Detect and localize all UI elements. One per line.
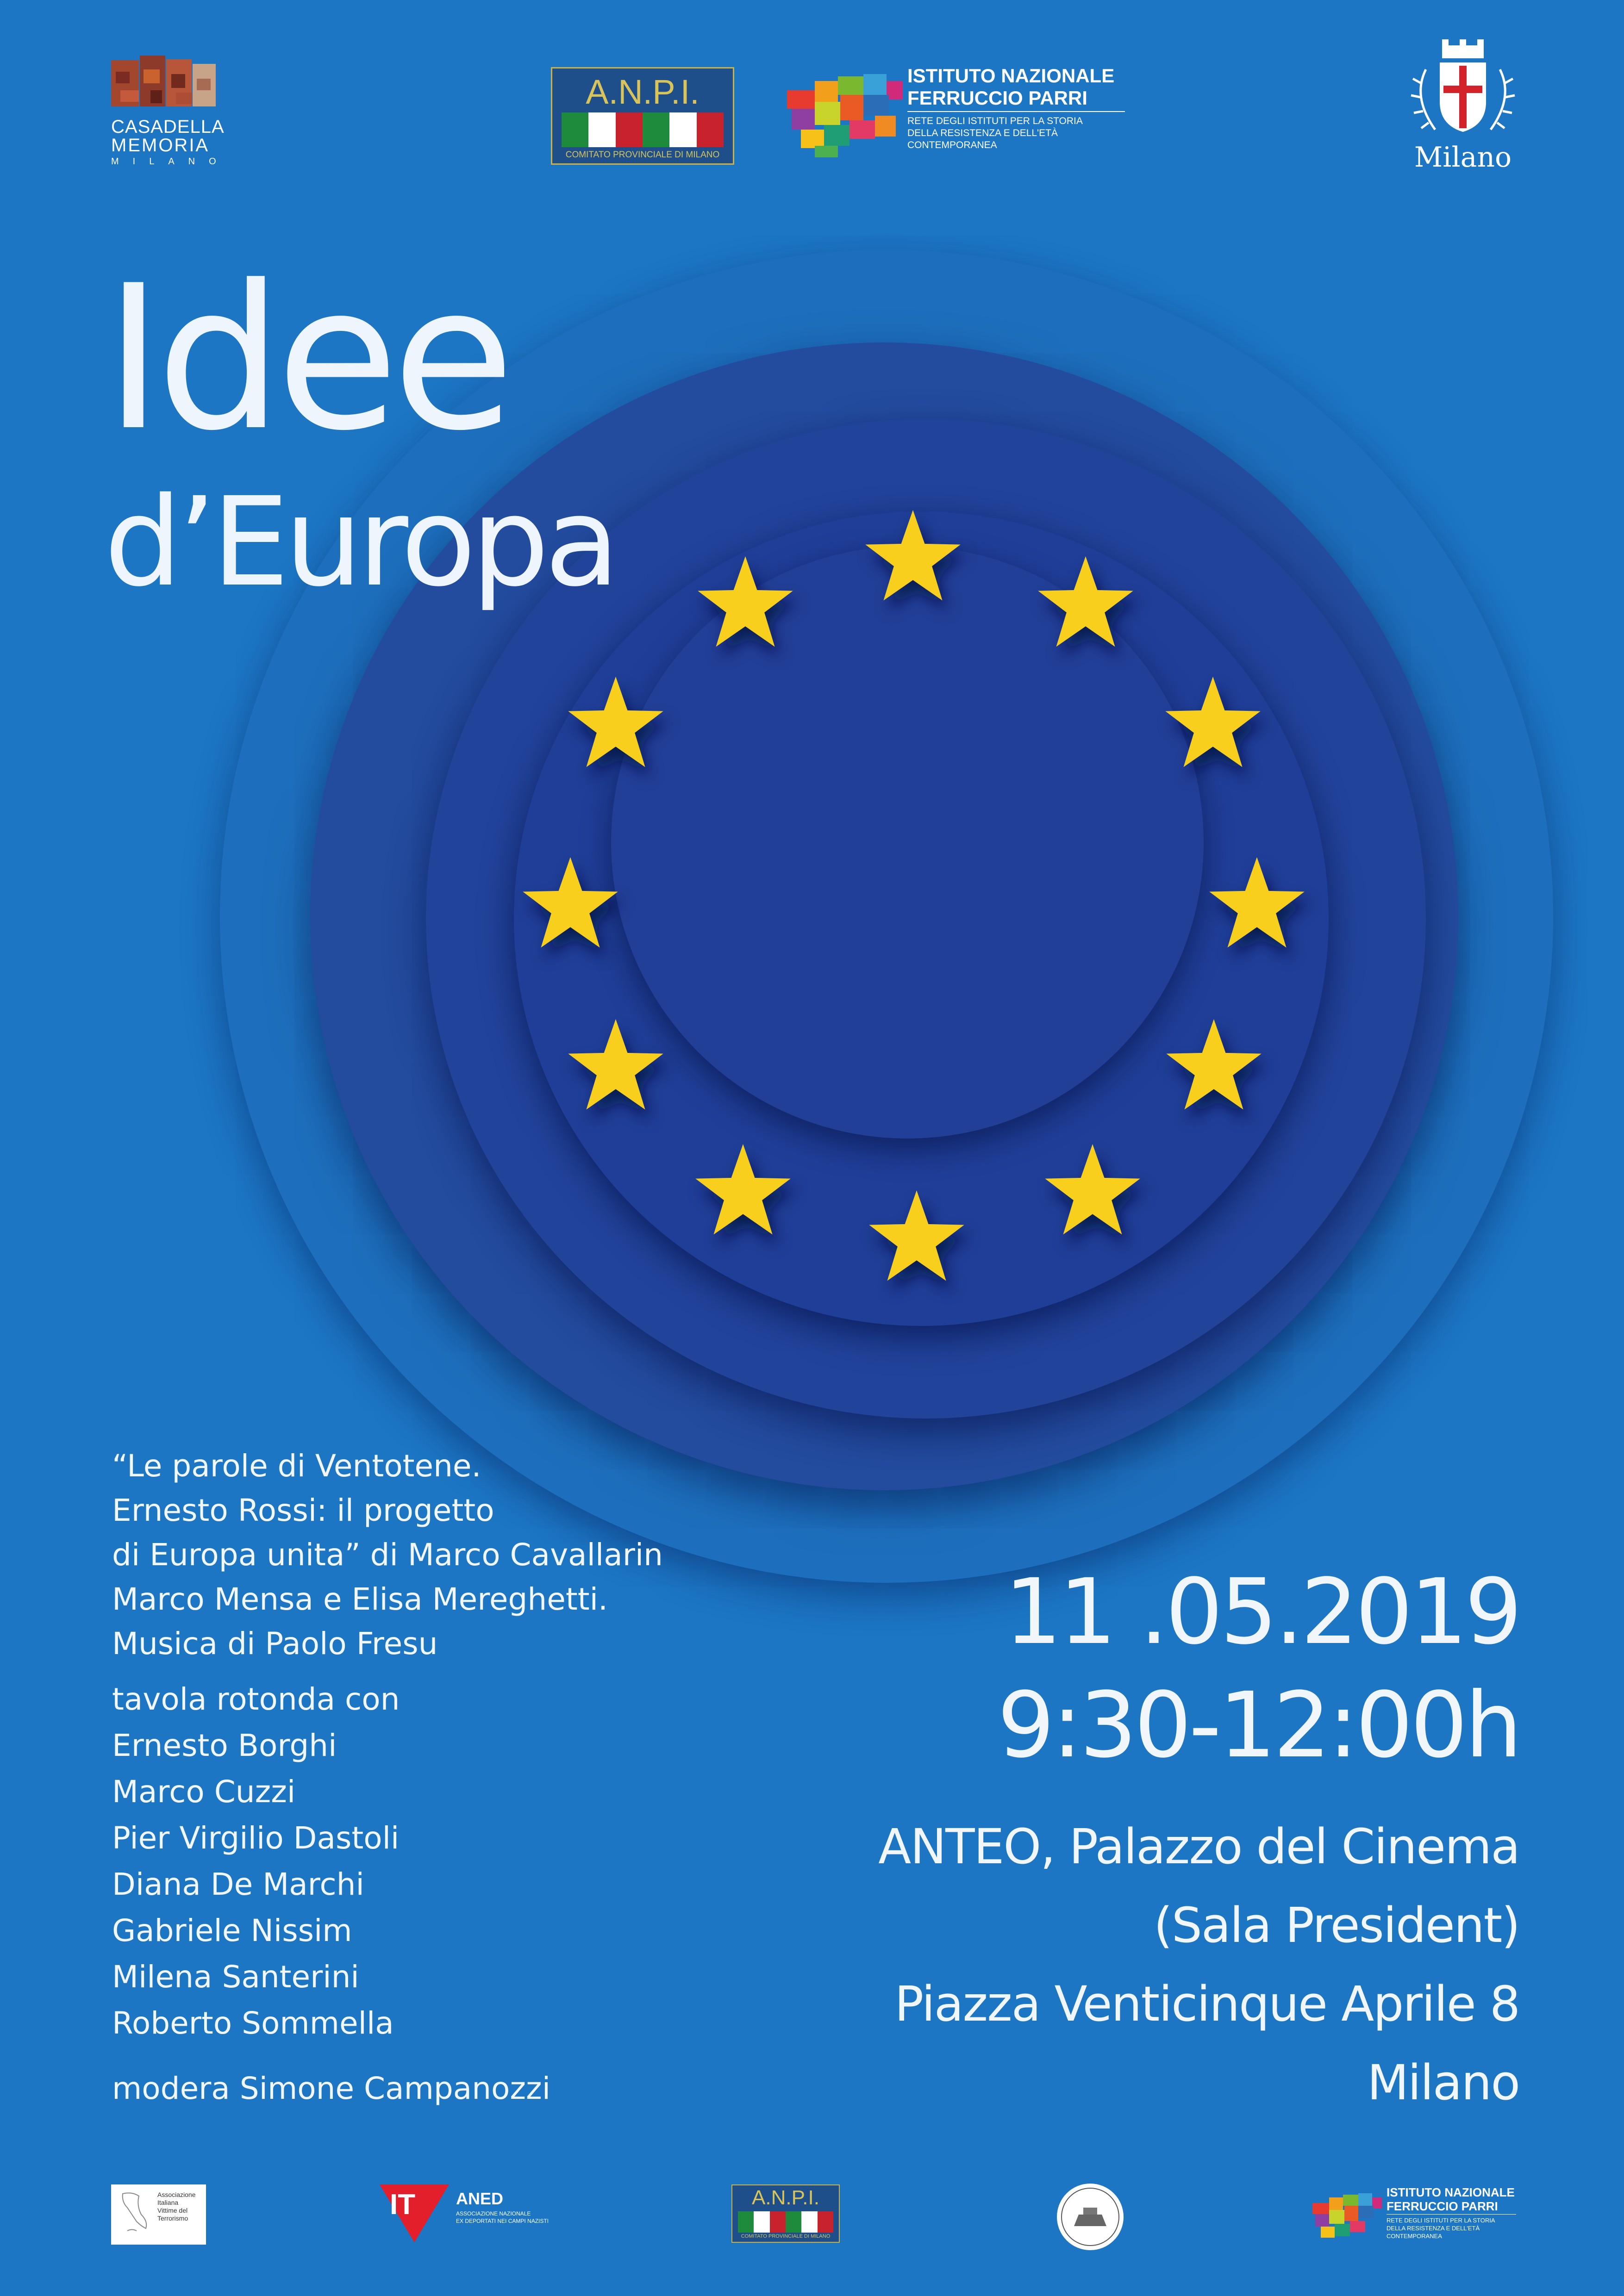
casa-memoria-line2: MEMORIA — [111, 135, 210, 156]
anpi-subtitle: COMITATO PROVINCIALE DI MILANO — [565, 150, 720, 160]
parri-footer-logo — [1312, 2184, 1530, 2249]
speaker: Marco Cuzzi — [112, 1774, 296, 1810]
star-icon — [698, 556, 793, 647]
milano-coat-of-arms-icon — [1407, 37, 1518, 139]
quote-line: Marco Mensa e Elisa Mereghetti. — [112, 1581, 608, 1617]
anpi-footer-flag-bands — [738, 2211, 833, 2233]
star-icon — [568, 677, 663, 767]
star-icon — [865, 510, 960, 600]
star-icon — [1038, 556, 1133, 647]
round-table-block — [112, 1676, 400, 2047]
anpi-logo — [551, 67, 734, 165]
aned-sub1: ASSOCIAZIONE NAZIONALE — [456, 2210, 531, 2217]
event-date: 11 .05.2019 — [1004, 1559, 1519, 1664]
star-icon — [523, 857, 618, 947]
milano-name: Milano — [1414, 141, 1512, 174]
star-icon — [869, 1190, 964, 1281]
anpi-name: A.N.P.I. — [586, 73, 700, 111]
parri-mosaic-icon — [787, 67, 903, 160]
star-icon — [695, 1144, 790, 1234]
star-icon — [1165, 677, 1260, 767]
quote-line: di Europa unita” di Marco Cavallarin — [112, 1537, 663, 1573]
venue-line: (Sala President) — [1154, 1897, 1519, 1954]
quote-block — [112, 1444, 663, 1666]
star-icon — [1209, 857, 1304, 947]
speaker: Roberto Sommella — [112, 2005, 394, 2041]
quote-line: “Le parole di Ventotene. — [112, 1448, 481, 1484]
event-time: 9:30-12:00h — [997, 1673, 1519, 1778]
title-line1: Idee — [104, 243, 508, 474]
anpi-footer-logo — [731, 2184, 840, 2243]
parri-sub1: RETE DEGLI ISTITUTI PER LA STORIA — [907, 116, 1083, 126]
seal-icon — [1056, 2182, 1125, 2252]
speaker: Diana De Marchi — [112, 1867, 364, 1902]
parri-footer-sub1: RETE DEGLI ISTITUTI PER LA STORIA — [1387, 2217, 1495, 2224]
aivter-line: Associazione — [157, 2191, 196, 2198]
aivter-logo — [111, 2184, 206, 2245]
venue-line: Piazza Venticinque Aprile 8 — [894, 1976, 1519, 2032]
speaker: Gabriele Nissim — [112, 1913, 352, 1948]
speaker: Milena Santerini — [112, 1959, 359, 1995]
aned-logo — [380, 2184, 549, 2245]
event-venue — [878, 1807, 1519, 2122]
speaker: Ernesto Borghi — [112, 1728, 337, 1763]
parri-footer-divider — [1387, 2214, 1516, 2215]
aivter-line: Terrorismo — [157, 2215, 188, 2222]
parri-logo — [787, 65, 1139, 167]
star-icon — [568, 1019, 663, 1109]
speaker: Pier Virgilio Dastoli — [112, 1820, 400, 1856]
casa-memoria-logo — [111, 56, 236, 176]
aned-name: ANED — [456, 2189, 504, 2208]
round-table-heading: tavola rotonda con — [112, 1681, 400, 1717]
anpi-footer-name: A.N.P.I. — [752, 2186, 819, 2209]
casa-memoria-mark — [111, 56, 236, 116]
casa-memoria-line1: CASADELLA — [111, 117, 225, 137]
aivter-line: Vittime del — [157, 2207, 188, 2214]
parri-divider — [907, 111, 1125, 112]
seal-logo — [1056, 2182, 1125, 2252]
parri-line1: ISTITUTO NAZIONALE — [907, 65, 1115, 87]
aivter-line: Italiana — [157, 2199, 179, 2206]
anpi-footer-subtitle: COMITATO PROVINCIALE DI MILANO — [741, 2234, 831, 2239]
anpi-flag-bands — [562, 112, 724, 147]
italy-map-icon — [113, 2189, 155, 2240]
parri-sub3: CONTEMPORANEA — [907, 140, 997, 150]
parri-footer-mosaic-icon — [1312, 2189, 1382, 2245]
star-icon — [1166, 1019, 1261, 1109]
milano-logo — [1407, 37, 1518, 180]
venue-line: Milano — [1367, 2054, 1519, 2111]
moderator: modera Simone Campanozzi — [112, 2071, 551, 2106]
venue-line: ANTEO, Palazzo del Cinema — [878, 1818, 1519, 1875]
parri-footer-line2: FERRUCCIO PARRI — [1387, 2199, 1498, 2213]
aned-mark: IT — [390, 2189, 416, 2221]
casa-memoria-line3: MILANO — [111, 156, 230, 167]
parri-footer-sub3: CONTEMPORANEA — [1387, 2233, 1442, 2240]
parri-footer-sub2: DELLA RESISTENZA E DELL'ETÀ — [1387, 2225, 1480, 2232]
quote-line: Ernesto Rossi: il progetto — [112, 1493, 494, 1528]
parri-line2: FERRUCCIO PARRI — [907, 87, 1087, 109]
title-line2: d’Europa — [104, 471, 615, 614]
aned-sub2: EX DEPORTATI NEI CAMPI NAZISTI — [456, 2218, 549, 2224]
parri-sub2: DELLA RESISTENZA E DELL'ETÀ — [907, 128, 1058, 138]
star-icon — [1045, 1144, 1140, 1234]
aivter-text — [157, 2191, 196, 2222]
parri-footer-line1: ISTITUTO NAZIONALE — [1387, 2185, 1515, 2199]
quote-line: Musica di Paolo Fresu — [112, 1626, 438, 1661]
